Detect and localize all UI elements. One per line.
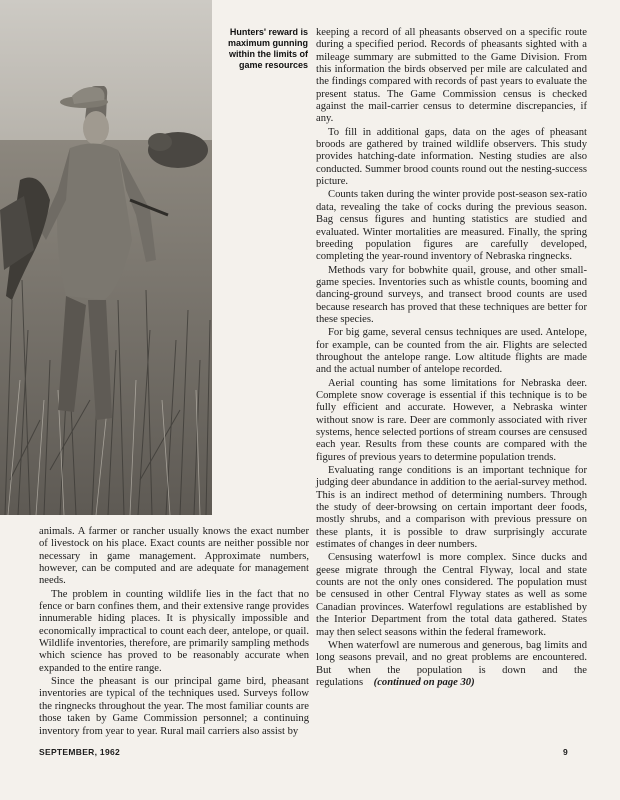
- hunter-with-pheasants-photo: [0, 0, 212, 515]
- right-text-column: [316, 27, 587, 689]
- footer-date: SEPTEMBER, 1962: [39, 747, 121, 757]
- paragraph: keeping a record of all pheasants observed on a specific route during a specified period. Records of pheasants sighted with a mileage summary are submitted to the Game Division. From this information the birds observed per mile are calculated and the findings compared with records of past years to evaluate the present status. The Game Commission census is checked against the mail-carrier census to determine discrepancies, if any.: [316, 27, 587, 125]
- paragraph: The problem in counting wildlife lies in the fact that no fence or barn confines them, and their extensive range provides innumerable hiding places. It is physically impossible and economically impractical to count each deer, antelope, or quail. Wildlife inventories, therefore, are primarily sampling methods which science has proved to be reasonably accurate when expanded to the entire range.: [39, 588, 309, 674]
- page-number: 9: [563, 747, 569, 757]
- continued-on-page-link[interactable]: (continued on page 30): [373, 676, 475, 688]
- left-text-column: [39, 526, 309, 738]
- paragraph: Methods vary for bobwhite quail, grouse, and other small-game species. Inventories such as whistle counts, booming and dancing-ground surveys, and transect brood counts are used because research has proved that these techniques are better for these species.: [316, 264, 587, 325]
- paragraph: Since the pheasant is our principal game bird, pheasant inventories are typical of the techniques used. Surveys follow the ringnecks throughout the year. The most familiar counts are those taken by Game Commission personnel; a continuing inventory from year to year. Rural mail carriers also assist by: [39, 676, 309, 737]
- paragraph: Aerial counting has some limitations for Nebraska deer. Complete snow coverage is essential if this technique is to be fully efficient and accurate. However, a Nebraska winter without snow is rare. Deer are commonly associated with river systems, hence selected portions of stream courses are censused each year. Results from these counts are compared with the figures of previous years to determine population trends.: [316, 377, 587, 463]
- photo-illustration: [0, 0, 212, 515]
- paragraph: [316, 640, 587, 689]
- paragraph: To fill in additional gaps, data on the ages of pheasant broods are gathered by trained wildlife observers. This study provides hatching-date information. Nesting studies are also conducted. Summer brood counts round out the nesting-success picture.: [316, 126, 587, 188]
- paragraph-text: When waterfowl are numerous and generous, bag limits and long seasons prevail, and no great problems are encountered. But when the population is down and the regulations: [316, 639, 587, 688]
- paragraph: Evaluating range conditions is an important technique for judging deer abundance in addition to the aerial-survey method. This is an indirect method of determining numbers. Through the study of deer-browsing on certain important deer foods, mostly shrubs, and a comparison with previous pressure on these plants, it is possible to draw surprisingly accurate estimates of changes in deer numbers.: [316, 465, 587, 551]
- paragraph: For big game, several census techniques are used. Antelope, for example, can be counted from the air. Flights are selected throughout the antelope range. Low altitude flights are made and the actual number of antelope recorded.: [316, 327, 587, 376]
- photo-caption: Hunters' reward is maximum gunning within the limits of game resources: [227, 27, 308, 70]
- paragraph: animals. A farmer or rancher usually knows the exact number of livestock on his place. Exact counts are neither possible nor necessary in game management. Approximate numbers, however, can be computed and are adequate for management needs.: [39, 526, 309, 587]
- paragraph: Counts taken during the winter provide post-season sex-ratio data, revealing the take of cocks during the previous season. Bag census figures and hunting statistics are studied and evaluated. Winter mortalities are measured. Finally, the spring breeding population figures are carefully developed, completing the year-round inventory of Nebraska ringnecks.: [316, 189, 587, 263]
- paragraph: Censusing waterfowl is more complex. Since ducks and geese migrate through the Central Flyway, local and state counts are not the only ones considered. The population must be censused in other Central Flyway states as well as some Canadian provinces. Waterfowl regulations are established by the Interior Department from the total data gathered. States may then select seasons within the federal framework.: [316, 552, 587, 638]
